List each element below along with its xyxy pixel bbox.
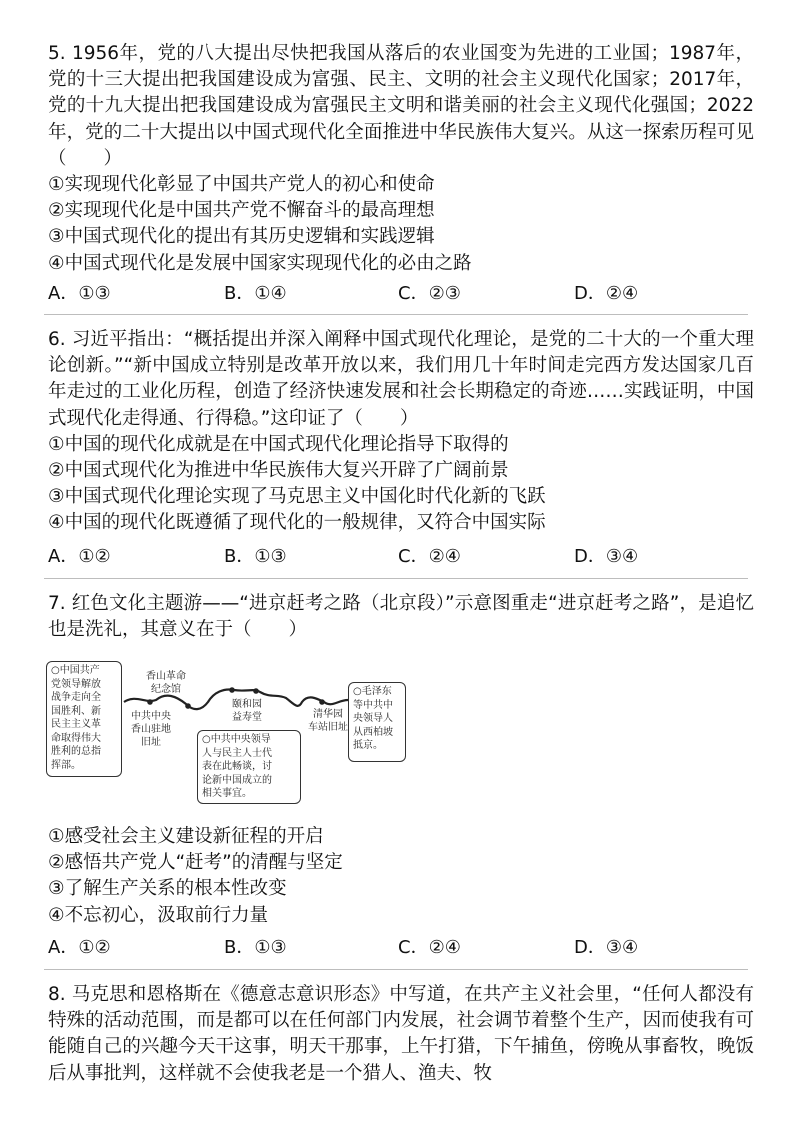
divider (44, 578, 748, 579)
question-stem: 8. 马克思和恩格斯在《德意志意识形态》中写道，在共产主义社会里，“任何人都没有特殊的活动范围，而是都可以在任何部门内发展，社会调节着整个生产，因而使我有可能随自己的兴趣今天干这事，明天干那事，上午打猎，下午捕鱼，傍晚从事畜牧，晚饭后从事批判，这样就不会使我老是一个猎人、渔夫、牧 (48, 984, 754, 1084)
statement: ③中国式现代化的提出有其历史逻辑和实践逻辑 (48, 226, 435, 248)
question-7-statements (48, 824, 754, 929)
label-former-hq-site: 中共中央 香山驻地 旧址 (131, 711, 171, 748)
option-d[interactable]: D．③④ (574, 937, 639, 958)
question-7 (48, 591, 754, 643)
statement: ①实现现代化彰显了中国共产党人的初心和使命 (48, 174, 435, 196)
option-c[interactable]: C．②④ (398, 937, 461, 958)
statement: ④不忘初心，汲取前行力量 (48, 904, 269, 926)
option-c[interactable]: C．②③ (398, 283, 461, 304)
question-6 (48, 327, 754, 537)
options-row (48, 542, 754, 568)
option-a[interactable]: A．①② (48, 937, 111, 958)
question-stem: 5. 1956年，党的八大提出尽快把我国从落后的农业国变为先进的工业国；1987年，党的十三大提出把我国建设成为富强、民主、文明的社会主义现代化国家；2017年，党的十九大提出把我国建设成为富强民主文明和谐美丽的社会主义现代化强国；2022年，党的二十大提出以中国式现代化全面推进中华民族伟大复兴。从这一探索历程可见（ ） (48, 43, 754, 169)
callout-command-hq: ○中国共产 党领导解放 战争走向全 国胜利、新 民主主义革 命取得伟大 胜利的总指 挥部。 (46, 661, 122, 777)
statement: ③了解生产关系的根本性改变 (48, 878, 287, 900)
statement: ④中国式现代化是发展中国家实现现代化的必由之路 (48, 252, 472, 274)
divider (44, 314, 748, 315)
divider (44, 969, 748, 970)
option-b[interactable]: B．①④ (224, 283, 287, 304)
statement: ②实现现代化是中国共产党不懈奋斗的最高理想 (48, 200, 435, 222)
options-row (48, 933, 754, 959)
statement: ①中国的现代化成就是在中国式现代化理论指导下取得的 (48, 433, 509, 455)
option-b[interactable]: B．①③ (224, 546, 287, 567)
label-qinghua-station: 清华园 车站旧址 (308, 709, 348, 733)
statement: ④中国的现代化既遵循了现代化的一般规律，又符合中国实际 (48, 512, 546, 534)
statement: ②感悟共产党人“赶考”的清醒与坚定 (48, 852, 343, 874)
option-a[interactable]: A．①③ (48, 283, 111, 304)
question-5 (48, 41, 754, 277)
options-row (48, 279, 754, 305)
question-8 (48, 982, 754, 1087)
route-map (46, 658, 406, 806)
option-b[interactable]: B．①③ (224, 937, 287, 958)
statement: ③中国式现代化理论实现了马克思主义中国化时代化新的飞跃 (48, 486, 546, 508)
label-yishoutang: 颐和园 益寿堂 (232, 699, 262, 723)
option-a[interactable]: A．①② (48, 546, 111, 567)
callout-discussion: ○中共中央领导 人与民主人士代 表在此畅谈，讨 论新中国成立的 相关事宜。 (197, 730, 301, 804)
option-c[interactable]: C．②④ (398, 546, 461, 567)
callout-arrival: ○毛泽东 等中共中 央领导人 从西柏坡 抵京。 (348, 682, 406, 762)
label-xiangshan-memorial: 香山革命 纪念馆 (146, 671, 186, 695)
statement: ②中国式现代化为推进中华民族伟大复兴开辟了广阔前景 (48, 460, 509, 482)
option-d[interactable]: D．③④ (574, 546, 639, 567)
statement: ①感受社会主义建设新征程的开启 (48, 826, 324, 847)
question-stem: 7. 红色文化主题游——“进京赶考之路（北京段）”示意图重走“进京赶考之路”，是追忆也是洗礼，其意义在于（ ） (48, 593, 754, 641)
question-stem: 6. 习近平指出：“概括提出并深入阐释中国式现代化理论，是党的二十大的一个重大理论创新。”“新中国成立特别是改革开放以来，我们用几十年时间走完西方发达国家几百年走过的工业化历程，创造了经济快速发展和社会长期稳定的奇迹……实践证明，中国式现代化走得通、行得稳。”这印证了（ ） (48, 329, 754, 429)
option-d[interactable]: D．②④ (574, 283, 639, 304)
